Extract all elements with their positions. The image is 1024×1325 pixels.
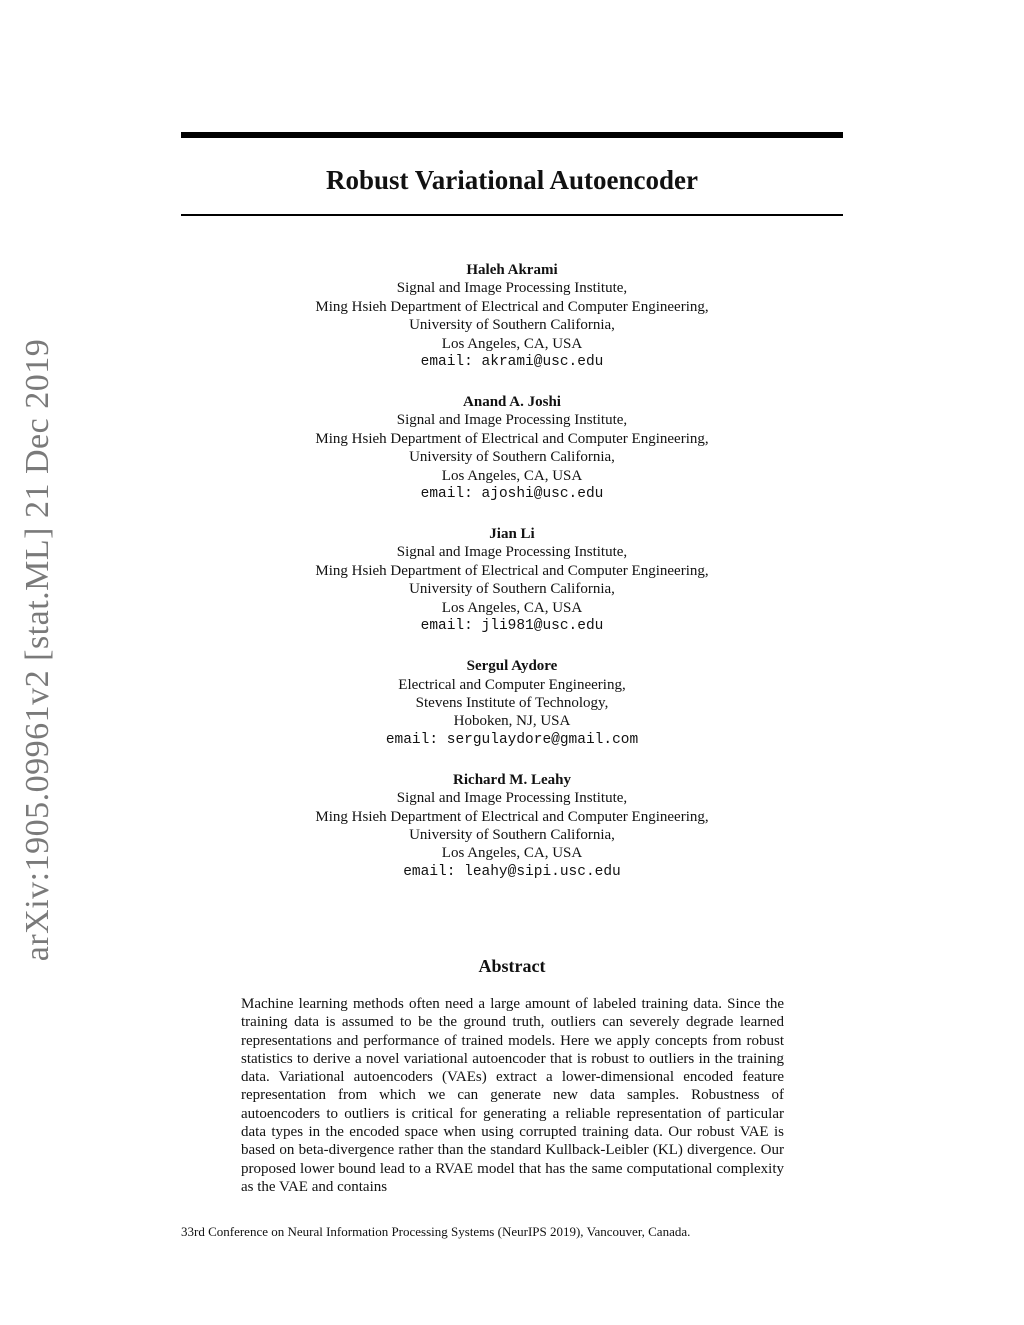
author-name: Sergul Aydore [466, 658, 558, 675]
author-email: email: akrami@usc.edu [420, 354, 604, 371]
affiliation-line: Ming Hsieh Department of Electrical and Computer Engineering, [315, 298, 709, 315]
affiliation-line: Electrical and Computer Engineering, [398, 676, 626, 693]
affiliation-line: Signal and Image Processing Institute, [396, 412, 628, 429]
affiliation-line: Signal and Image Processing Institute, [396, 280, 628, 297]
affiliation-line: University of Southern California, [409, 449, 615, 466]
author-li [181, 525, 843, 636]
affiliation-line: University of Southern California, [409, 581, 615, 598]
affiliation-line: Los Angeles, CA, USA [441, 599, 583, 616]
abstract-body: Machine learning methods often need a large amount of labeled training data. Since the training data is assumed to be the ground truth, outliers can severely degrade learned representations and performance of trained models. Here we apply concepts from robust statistics to derive a novel variational autoencoder that is robust to outliers in the training data. Variational autoencoders (VAEs) extract a lower-dimensional encoded feature representation from which we can generate new data samples. Robustness of autoencoders to outliers is critical for generating a reliable representation of particular data types in the encoded space when using corrupted training data. Our robust VAE is based on beta-divergence rather than the standard Kullback-Leibler (KL) divergence. Our proposed lower bound lead to a RVAE model that has the same computational complexity as the VAE and contains [241, 996, 784, 1195]
author-email: email: ajoshi@usc.edu [420, 486, 604, 503]
title-bottom-rule [181, 214, 843, 216]
author-email: email: sergulaydore@gmail.com [385, 731, 639, 748]
affiliation-line: Los Angeles, CA, USA [441, 845, 583, 862]
conference-footnote: 33rd Conference on Neural Information Processing Systems (NeurIPS 2019), Vancouver, Canada. [181, 1224, 691, 1239]
affiliation-line: University of Southern California, [409, 826, 615, 843]
affiliation-line: Ming Hsieh Department of Electrical and Computer Engineering, [315, 430, 709, 447]
affiliation-line: Hoboken, NJ, USA [453, 713, 571, 730]
author-joshi [181, 393, 843, 504]
affiliation-line: Stevens Institute of Technology, [415, 694, 609, 711]
author-name: Haleh Akrami [466, 262, 558, 278]
author-name: Anand A. Joshi [463, 394, 561, 411]
arxiv-stamp: arXiv:1905.09961v2 [stat.ML] 21 Dec 2019 [19, 338, 56, 962]
author-akrami [181, 261, 843, 372]
author-email: email: jli981@usc.edu [420, 618, 604, 635]
author-block [181, 261, 843, 903]
affiliation-line: Signal and Image Processing Institute, [396, 790, 628, 807]
author-name: Richard M. Leahy [453, 771, 571, 788]
title-top-rule [181, 132, 843, 138]
abstract-heading: Abstract [478, 956, 546, 976]
author-aydore [181, 657, 843, 750]
affiliation-line: Ming Hsieh Department of Electrical and Computer Engineering, [315, 562, 709, 579]
author-leahy [181, 771, 843, 882]
affiliation-line: Ming Hsieh Department of Electrical and Computer Engineering, [315, 808, 709, 825]
affiliation-line: Los Angeles, CA, USA [441, 467, 583, 484]
affiliation-line: Los Angeles, CA, USA [441, 335, 583, 352]
affiliation-line: University of Southern California, [409, 317, 615, 334]
author-name: Jian Li [489, 526, 535, 543]
affiliation-line: Signal and Image Processing Institute, [396, 544, 628, 561]
author-email: email: leahy@sipi.usc.edu [403, 863, 621, 880]
paper-title: Robust Variational Autoencoder [325, 165, 699, 195]
